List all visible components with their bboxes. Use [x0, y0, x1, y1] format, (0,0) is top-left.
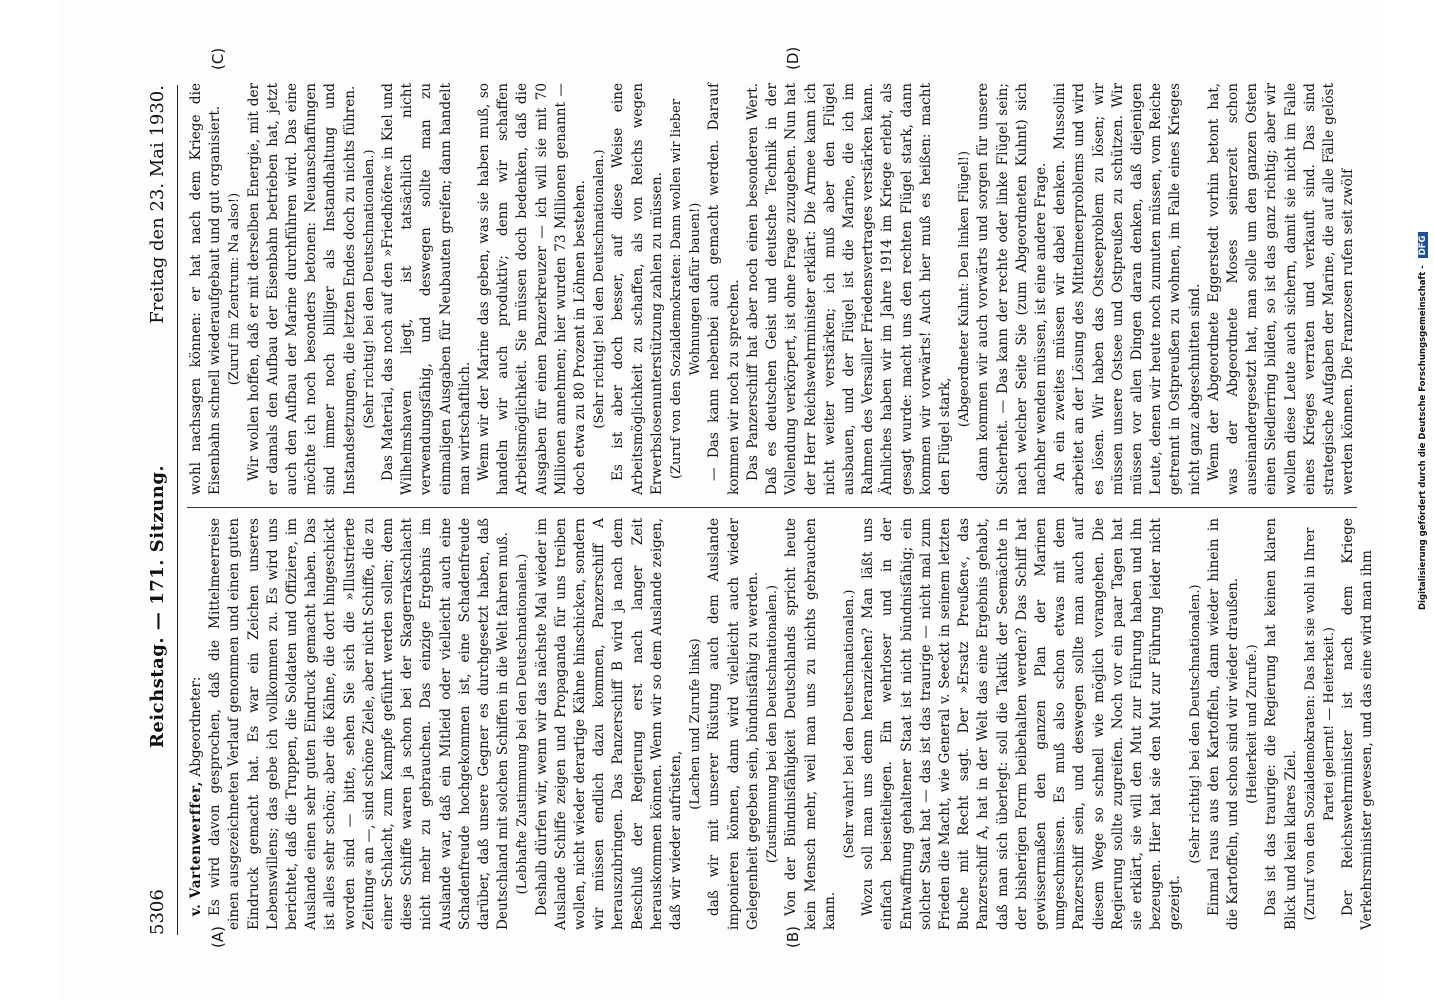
column-divider	[187, 507, 1357, 508]
page-number: 5306	[147, 889, 168, 935]
interjection: (Sehr wahr! bei den Deutschnationalen.)	[841, 589, 857, 859]
paragraph: Deshalb dürfen wir, wenn wir das nächste Mal wieder im Auslande Schiffe zeigen und Propaganda für uns treiben wollen, nicht wieder derartige Kähne hinschicken, sondern wir müssen endlich dazu kommen, Panzerschiff A herauszubringen. Das Panzerschiff B wird ja nach dem Beschluß der Regierung erst nach langer Zeit herauskommen können. Wenn wir so dem Auslande zeigen, daß wir wieder aufrüsten,	[533, 518, 685, 930]
speaker-name: v. Vartenwerffer,	[188, 780, 204, 916]
paragraph: Wenn der Abgeordnete Eggerstedt vorhin betont hat, was der Abgeordnete Moses seinerzeit schon auseinandergesetzt hat, man solle um den ganzen Osten einen Siedlerring bilden, so ist das ganz richtig; aber wir wollen diese Leute auch sichern, damit sie nicht im Falle eines Krieges verraten und verkauft sind. Das sind strategische Aufgaben der Marine, die auf alle Fälle gelöst werden können. Die Franzosen rufen seit zwölf	[1205, 83, 1357, 495]
margin-marker-c: (C)	[209, 47, 227, 70]
paragraph: — Das kann nebenbei auch gemacht werden. Darauf kommen wir noch zu sprechen.	[706, 83, 742, 495]
paragraph: Einmal raus aus den Kartoffeln, dann wieder hinein in die Kartoffeln, und schon sind wir wieder draußen.	[1205, 518, 1241, 930]
right-column	[187, 83, 1357, 495]
paragraph: Der Reichswehrminister ist nach dem Kriege Verkehrsminister gewesen, und das eine wird man ihm	[1340, 518, 1376, 930]
margin-marker-d: (D)	[784, 46, 802, 70]
page-title: Reichstag. — 171. Sitzung.	[147, 464, 168, 749]
paragraph: Es ist aber doch besser, auf diese Weise eine Arbeitsmöglichkeit zu schaffen, als von Reichs wegen Erwerbslosenunterstützung zahlen zu müssen.	[610, 83, 665, 495]
paragraph: dann kommen wir auch vorwärts und sorgen für unsere Sicherheit. — Das kann der rechte oder linke Flügel sein; nach welcher Seite Sie (zum Abgeordneten Kuhnt) sich nachher wenden müssen, ist eine andere Frage.	[975, 83, 1049, 495]
paragraph: Wenn wir der Marine das geben, was sie haben muß, so handeln wir auch produktiv; denn wir schaffen Arbeitsmöglichkeit. Sie müssen doch bedenken, daß die Ausgaben für einen Panzerkreuzer — ich will sie mit 70 Millionen annehmen; hier wurden 73 Millionen genannt — doch etwa zu 80 Prozent in Löhnen bestehen.	[476, 83, 589, 495]
interjection: (Zuruf im Zentrum: Na also!)	[227, 192, 243, 386]
paragraph: Das Material, das noch auf den »Friedhöfen« in Kiel und Wilhelmshaven liegt, ist tatsächlich nicht verwendungsfähig, und deswegen sollte man zu einmaligen Ausgaben für Neubauten greifen; dann handelt man wirtschaftlich.	[380, 83, 473, 495]
interjection: (Lachen und Zurufe links)	[688, 638, 704, 810]
paragraph: Von der Bündnisfähigkeit Deutschlands spricht heute kein Mensch mehr, weil man uns zu nichts gebrauchen kann.	[783, 518, 838, 930]
paragraph: daß wir mit unserer Rüstung auch dem Auslande imponieren können, dann wird vielleicht auch wieder Gelegenheit gegeben sein, bündnisfähig zu werden.	[706, 518, 761, 930]
interjection: (Zuruf von den Sozialdemokraten: Dann wollen wir lieber Wohnungen dafür bauen!)	[669, 98, 704, 480]
margin-marker-a: (A)	[209, 926, 227, 948]
paragraph: Wir wollen hoffen, daß er mit derselben Energie, mit der er damals den Aufbau der Eisenbahn betrieben hat, jetzt auch den Aufbau der Marine durchführen wird. Das eine möchte ich noch besonders betonen: Neuanschaffungen sind immer noch billiger als Instandhaltung und Instandsetzungen, die letzten Endes doch zu nichts führen.	[245, 83, 358, 495]
digitization-credit	[1418, 10, 1432, 990]
paragraph: Das Panzerschiff hat aber noch einen besonderen Wert. Daß es deutschen Geist und deutsche Technik in der Vollendung verkörpert, ist ohne Frage zuzugeben. Nun hat der Herr Reichswehrminister erklärt: Die Armee kann ich nicht weiter verstärken; ich muß aber den Flügel ausbauen, und der Flügel ist die Marine, die ich im Rahmen des Versailler Friedensvertrages verstärken kann. Ähnliches haben wir im Jahre 1914 im Kriege erlebt, als gesagt wurde: macht uns den rechten Flügel stark, dann kommen wir vorwärts! Auch hier muß es heißen: macht den Flügel stark,	[744, 83, 953, 495]
interjection: (Sehr richtig! bei den Deutschnationalen.)	[592, 149, 608, 429]
credit-text: Digitalisierung gefördert durch die Deutsche Forschungsgemeinschaft -	[1418, 265, 1428, 610]
paragraph: Das ist das traurige: die Regierung hat keinen klaren Blick und kein klares Ziel.	[1263, 518, 1299, 930]
interjection: (Sehr richtig! bei den Deutschnationalen.)	[1187, 584, 1203, 864]
interjection: (Lebhafte Zustimmung bei den Deutschnationalen.)	[515, 553, 531, 895]
document-page	[59, 0, 1377, 1000]
interjection: (Heiterkeit und Zurufe.)	[1245, 644, 1261, 804]
page-date: Freitag den 23. Mai 1930.	[147, 85, 168, 324]
interjection: (Zustimmung bei den Deutschnationalen.)	[765, 584, 781, 864]
left-column	[187, 518, 1376, 930]
paragraph: wohl nachsagen können: er hat nach dem Kriege die Eisenbahn schnell wiederaufgebaut und gut organisiert.	[188, 83, 224, 495]
interjection: (Abgeordneter Kuhnt: Den linken Flügel!)	[957, 150, 973, 428]
speaker-paragraph	[187, 518, 206, 930]
interjection: (Zuruf von den Sozialdemokraten: Das hat sie wohl in Ihrer Partei gelernt! — Heiterkeit.)	[1302, 527, 1337, 921]
margin-marker-b: (B)	[784, 926, 802, 948]
paragraph: Wozu soll man uns denn heranziehen? Man läßt uns einfach beiseiteliegen. Ein wehrloser und in der Entwaffnung gehaltener Staat ist nicht bündnisfähig; ein solcher Staat hat — das ist das traurige — nicht mal zum Frieden die Macht, wie General v. Seeckt in seinem letzten Buche mit Recht sagt. Der »Ersatz Preußen«, das Panzerschiff A, hat in der Welt das eine Ergebnis gehabt, daß man sich überlegt: soll die Taktik der Seemächte in der bisherigen Form beibehalten werden? Das Schiff hat gewissermaßen den ganzen Plan der Marinen umgeschmissen. Es muß also schon etwas mit dem Panzerschiff sein, und deswegen sollte man auch auf diesem Wege so schnell wie möglich vorangehen. Die Regierung sollte zugreifen. Noch vor ein paar Tagen hat sie erklärt, sie will den Mut zur Führung haben und ihn bezeugen. Hier hat sie den Mut zur Führung leider nicht gezeigt.	[860, 518, 1184, 930]
paragraph: Es wird davon gesprochen, daß die Mittelmeerreise einen ausgezeichneten Verlauf genommen und einen guten Eindruck gemacht hat. Es war ein Zeichen unseres Lebenswillens; das gebe ich vollkommen zu. Es wird uns berichtet, daß die Truppen, die Soldaten und Offiziere, im Auslande einen sehr guten Eindruck gemacht haben. Das ist alles sehr schön; aber die Kähne, die dort hingeschickt worden sind — bitte, sehen Sie sich die »Illustrierte Zeitung« an —, sind schöne Ziele, aber nicht Schiffe, die zu einer Schlacht, zum Kampfe geführt werden sollen; denn diese Schiffe waren ja schon bei der Skagerrakschlacht nicht mehr zu gebrauchen. Das einzige Ergebnis im Auslande war, daß ein Mitleid oder vielleicht auch eine Schadenfreude hochgekommen ist, eine Schadenfreude darüber, daß unsere Gegner es durchgesetzt haben, daß Deutschland mit solchen Schiffen in die Welt fahren muß.	[207, 518, 512, 930]
page-header	[147, 85, 178, 935]
speaker-role: Abgeordneter:	[188, 676, 204, 777]
dfg-logo: DFG	[1418, 233, 1428, 259]
interjection: (Sehr richtig! bei den Deutschnationalen.)	[361, 149, 377, 429]
paragraph: An ein zweites müssen wir dabei denken. Mussolini arbeitet an der Lösung des Mittelmeerproblems und wird es lösen. Wir haben das Ostseeproblem zu lösen; wir müssen unsere Ostsee und Ostpreußen zu schützen. Wir müssen vor allen Dingen daran denken, daß diejenigen Leute, denen wir heute noch zumuten müssen, vom Reiche getrennt in Ostpreußen zu wohnen, im Falle eines Krieges nicht ganz abgeschnitten sind.	[1052, 83, 1203, 495]
